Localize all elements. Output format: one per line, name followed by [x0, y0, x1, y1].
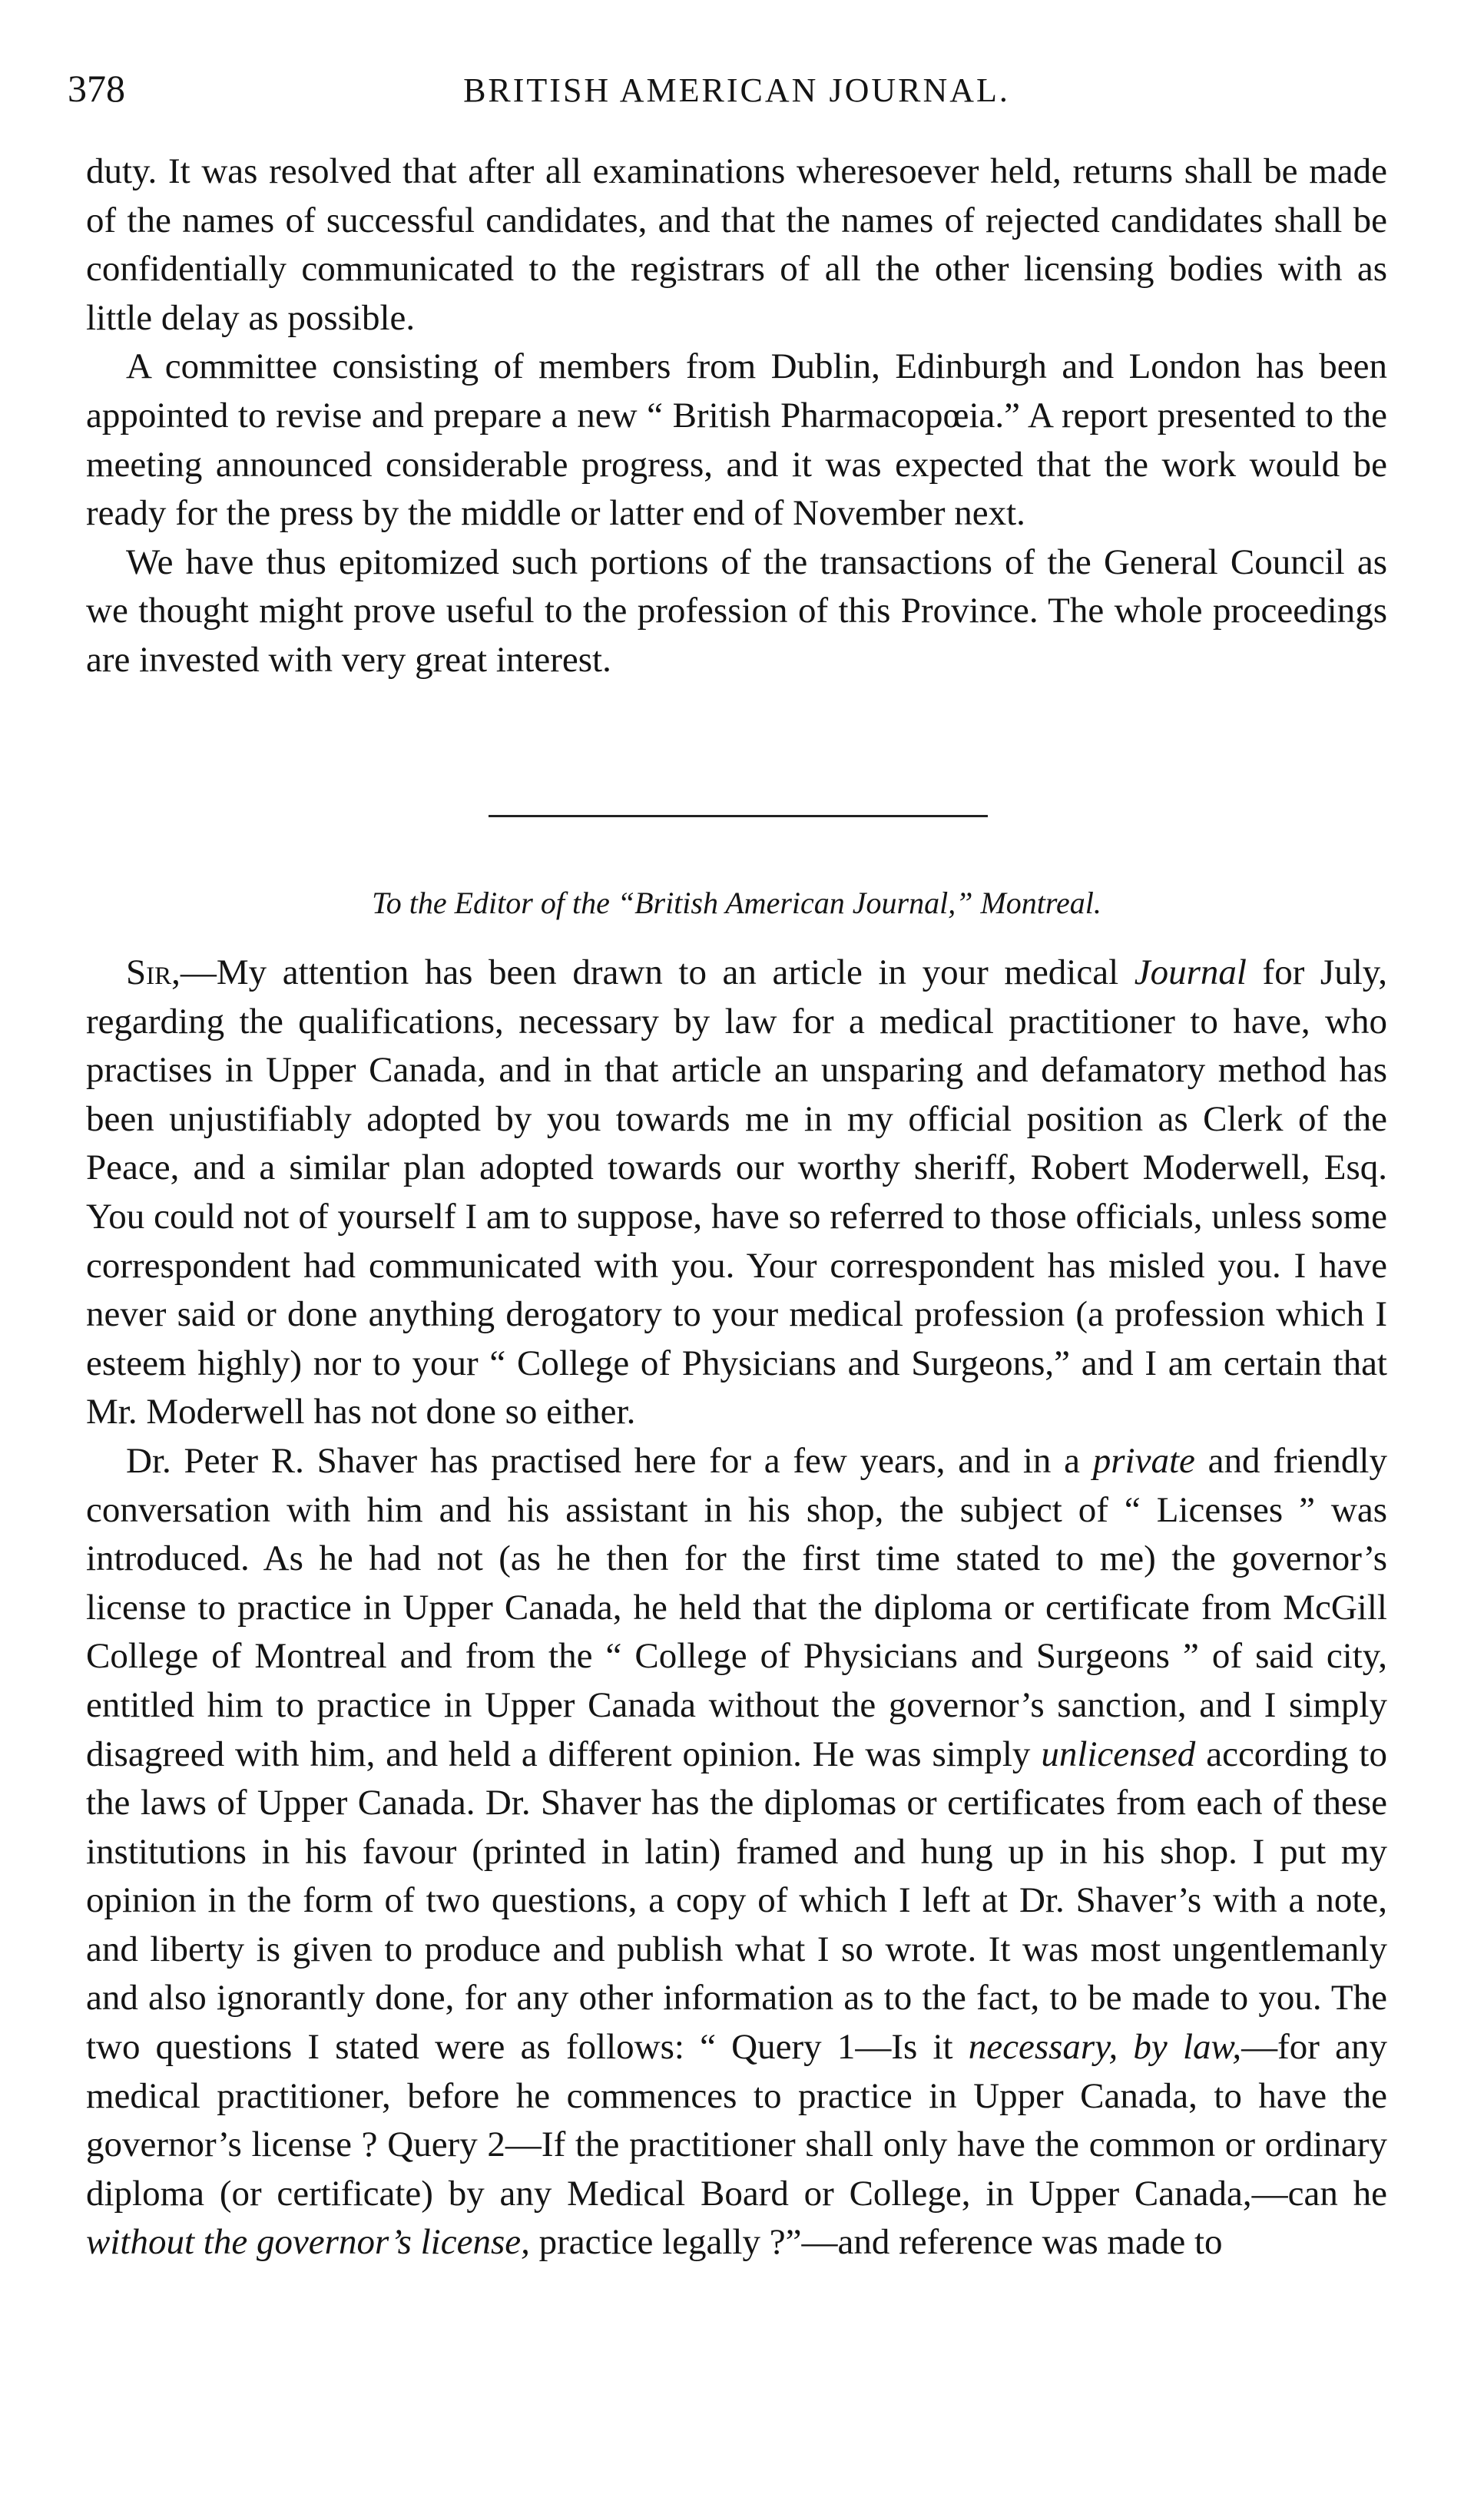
letter-body: [86, 949, 1387, 2267]
opening-word: Sir,: [126, 952, 181, 992]
letter-paragraph-2: Dr. Peter R. Shaver has practised here for a few years, and in a private and friendly conversation with him and his assistant in his shop, the subject of “ Licenses ” was introduced. As he had not (as he then for the first time stated to me) the governor’s license to practice in Upper Canada, he held that the diploma or certificate from McGill College of Montreal and from the “ College of Physicians and Surgeons ” of said city, entitled him to practice in Upper Canada without the governor’s sanction, and I simply disagreed with him, and held a different opinion. He was simply unlicensed according to the laws of Upper Canada. Dr. Shaver has the diplomas or certificates from each of these institutions in his favour (printed in latin) framed and hung up in his shop. I put my opinion in the form of two questions, a copy of which I left at Dr. Shaver’s with a note, and liberty is given to produce and publish what I so wrote. It was most ungentlemanly and also ignorantly done, for any other information as to the fact, to be made to you. The two questions I stated were as follows: “ Query 1—Is it necessary, by law,—for any medical practitioner, before he commences to practice in Upper Canada, to have the governor’s license ? Query 2—If the practitioner shall only have the common or ordinary diploma (or certificate) by any Medical Board or College, in Upper Canada,—can he without the governor’s license, practice legally ?”—and reference was made to: [86, 1440, 1387, 2263]
letter-paragraph-1: Sir,—My attention has been drawn to an article in your medical Journal for July, regarding the qualifications, necessary by law for a medical practitioner to have, who practises in Upper Canada, and in that article an unsparing and defamatory method has been unjustifiably adopted by you towards me in my official position as Clerk of the Peace, and a similar plan adopted towards our worthy sheriff, Robert Moderwell, Esq. You could not of yourself I am to suppose, have so referred to those officials, unless some correspondent had communicated with you. Your correspondent has misled you. I have never said or done anything derogatory to your medical profession (a profession which I esteem highly) nor to your “ College of Physicians and Surgeons,” and I am certain that Mr. Moderwell has not done so either.: [86, 952, 1387, 1432]
private-emphasis: private: [1092, 1440, 1195, 1481]
paragraph-epitome: We have thus epitomized such portions of the transactions of the General Council as we thought might prove useful to the profession of this Province. The whole proceedings are invested with very great interest.: [86, 541, 1387, 680]
necessary-emphasis: necessary, by law,: [968, 2027, 1242, 2068]
letter-salutation: To the Editor of the “British American Journal,” Montreal.: [372, 886, 1101, 920]
page-header: [68, 60, 1406, 121]
without-license-emphasis: without the governor’s license,: [86, 2222, 530, 2263]
section-divider: [489, 815, 988, 817]
paragraph-pharmacopoeia: A committee consisting of members from Dublin, Edinburgh and London has been appointed to revise and prepare a new “ British Pharmacopœia.” A report presented to the meeting announced considerable progress, and it was expected that the work would be ready for the press by the middle or latter end of November next.: [86, 346, 1387, 534]
article-conclusion: [86, 147, 1387, 685]
unlicensed-emphasis: unlicensed: [1041, 1734, 1196, 1774]
paragraph-duty: duty. It was resolved that after all examinations wheresoever held, returns shall be made of the names of successful candidates, and that the names of rejected candidates shall be confidentially communicated to the registrars of all the other licensing bodies with as little delay as possible.: [86, 151, 1387, 338]
page-number: 378: [68, 67, 125, 110]
running-title: BRITISH AMERICAN JOURNAL.: [463, 71, 1010, 109]
journal-emphasis: Journal: [1134, 952, 1247, 992]
